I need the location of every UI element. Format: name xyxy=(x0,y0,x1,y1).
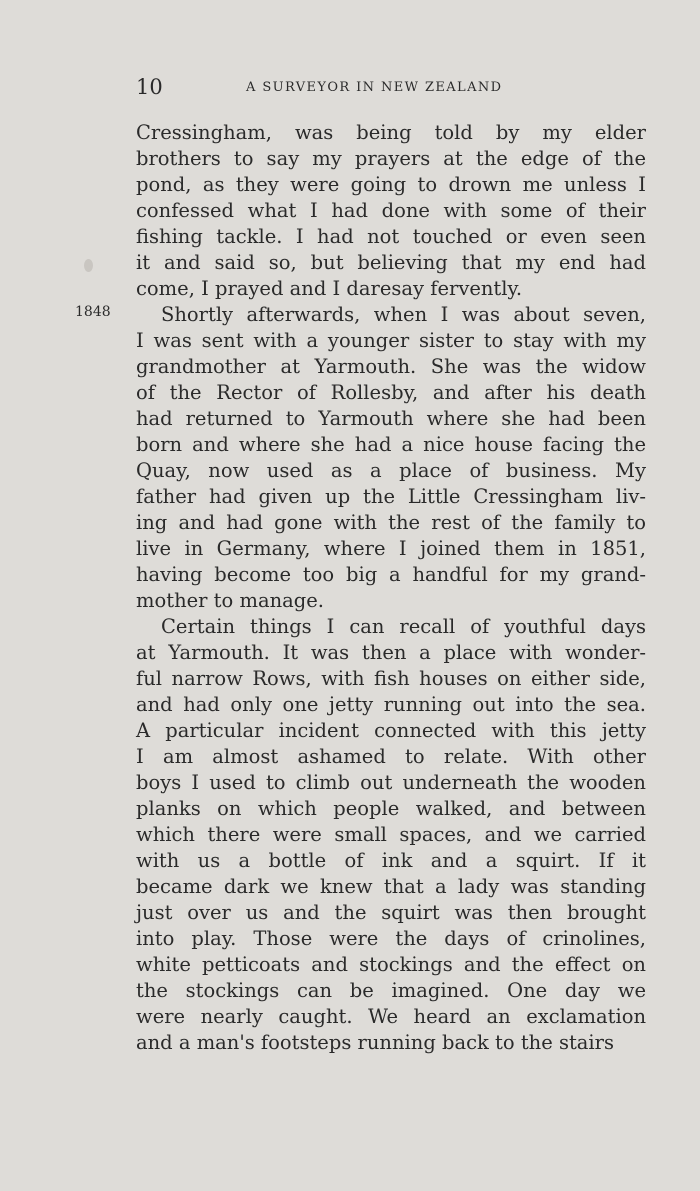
text-line: pond, as they were going to drown me unless I xyxy=(136,173,646,196)
text-line: Cressingham, was being told by my elder xyxy=(136,121,646,144)
text-line: father had given up the Little Cressingham liv- xyxy=(136,485,646,508)
text-line: planks on which people walked, and between xyxy=(136,797,646,820)
text-line: Shortly afterwards, when I was about seven, xyxy=(161,303,646,326)
text-line: and a man's footsteps running back to the stairs xyxy=(136,1031,614,1054)
page-header xyxy=(136,70,648,102)
text-line: confessed what I had done with some of their xyxy=(136,199,646,222)
text-line: just over us and the squirt was then brought xyxy=(136,901,646,924)
text-line: ful narrow Rows, with fish houses on either side, xyxy=(136,667,646,690)
running-head: A SURVEYOR IN NEW ZEALAND xyxy=(246,80,503,95)
text-line: brothers to say my prayers at the edge of the xyxy=(136,147,646,170)
margin-year-note: 1848 xyxy=(75,304,111,320)
paragraph xyxy=(136,302,646,614)
text-line: the stockings can be imagined. One day we xyxy=(136,979,646,1002)
text-line: live in Germany, where I joined them in 1851, xyxy=(136,537,646,560)
text-line: come, I prayed and I daresay fervently. xyxy=(136,277,523,300)
paragraph xyxy=(136,120,646,302)
text-line: at Yarmouth. It was then a place with wonder- xyxy=(136,641,646,664)
text-line: were nearly caught. We heard an exclamation xyxy=(136,1005,646,1028)
text-line: born and where she had a nice house facing the xyxy=(136,433,646,456)
body-text xyxy=(136,120,646,1056)
text-line: fishing tackle. I had not touched or even seen xyxy=(136,225,646,248)
text-line: it and said so, but believing that my end had xyxy=(136,251,646,274)
paper-blemish xyxy=(84,259,93,272)
page-number: 10 xyxy=(136,75,163,99)
text-line: grandmother at Yarmouth. She was the widow xyxy=(136,355,646,378)
paragraph xyxy=(136,614,646,1056)
text-line: and had only one jetty running out into the sea. xyxy=(136,693,646,716)
text-line: mother to manage. xyxy=(136,589,324,612)
text-line: I am almost ashamed to relate. With other xyxy=(136,745,646,768)
text-line: Quay, now used as a place of business. My xyxy=(136,459,646,482)
text-line: of the Rector of Rollesby, and after his death xyxy=(136,381,646,404)
text-line: Certain things I can recall of youthful days xyxy=(161,615,646,638)
text-line: A particular incident connected with this jetty xyxy=(136,719,646,742)
text-line: which there were small spaces, and we carried xyxy=(136,823,646,846)
text-line: I was sent with a younger sister to stay with my xyxy=(136,329,646,352)
text-line: boys I used to climb out underneath the wooden xyxy=(136,771,646,794)
text-line: ing and had gone with the rest of the family to xyxy=(136,511,646,534)
text-line: into play. Those were the days of crinolines, xyxy=(136,927,646,950)
text-line: became dark we knew that a lady was standing xyxy=(136,875,646,898)
text-line: had returned to Yarmouth where she had been xyxy=(136,407,646,430)
text-line: white petticoats and stockings and the effect on xyxy=(136,953,646,976)
text-line: with us a bottle of ink and a squirt. If it xyxy=(136,849,646,872)
text-line: having become too big a handful for my grand- xyxy=(136,563,646,586)
